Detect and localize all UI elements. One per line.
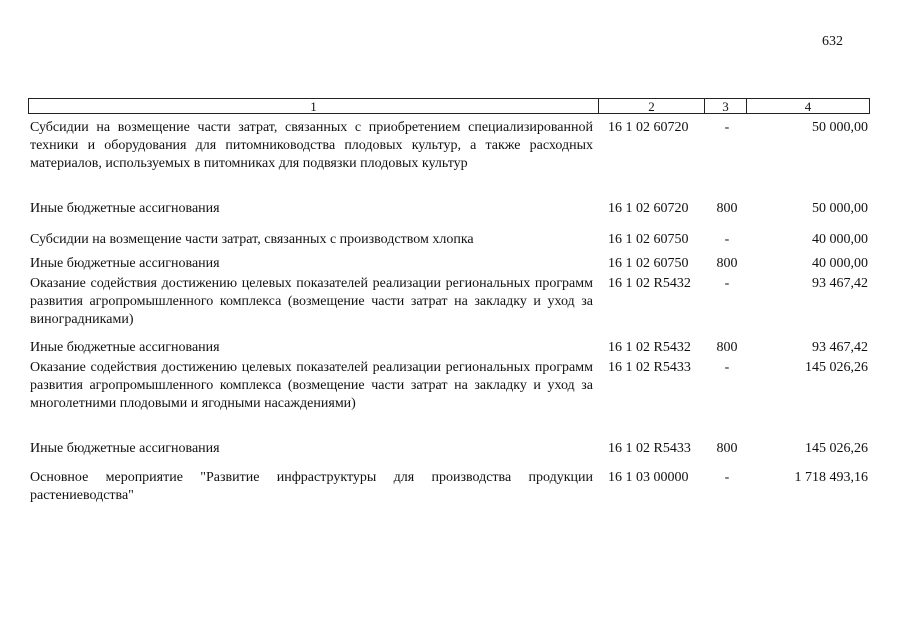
row-code: 16 1 02 R5433 (608, 360, 691, 375)
row-description: Иные бюджетные ассигнования (30, 340, 220, 355)
row-amount: 1 718 493,16 (794, 470, 868, 485)
row-code: 16 1 02 R5433 (608, 441, 691, 456)
row-code: 16 1 02 60720 (608, 201, 689, 216)
table-header (28, 98, 870, 114)
row-type: 800 (716, 201, 738, 216)
row-code: 16 1 02 R5432 (608, 340, 691, 355)
row-type: - (724, 360, 730, 375)
row-type: - (724, 276, 730, 291)
row-code: 16 1 03 00000 (608, 470, 689, 485)
row-description: Иные бюджетные ассигнования (30, 441, 220, 456)
row-description: Основное мероприятие "Развитие инфраструктуры для производства продукции растениеводства" (30, 470, 593, 503)
row-description: Оказание содействия достижению целевых показателей реализации региональных программ развития агропромышленного комплекса (возмещение части затрат на закладку и уход за виноградниками) (30, 276, 593, 327)
row-description: Субсидии на возмещение части затрат, связанных с приобретением специализированной техники и оборудования для питомниководства плодовых культур, а также расходных материалов, используемых в питомниках для подвязки плодовых культур (30, 120, 593, 171)
row-code: 16 1 02 60750 (608, 232, 689, 247)
row-description: Иные бюджетные ассигнования (30, 256, 220, 271)
row-amount: 40 000,00 (812, 232, 868, 247)
row-amount: 93 467,42 (812, 276, 868, 291)
row-amount: 145 026,26 (805, 360, 868, 375)
row-type: - (724, 470, 730, 485)
header-col-3: 3 (704, 99, 746, 113)
row-type: - (724, 120, 730, 135)
header-col-2: 2 (598, 99, 704, 113)
row-code: 16 1 02 60750 (608, 256, 689, 271)
row-amount: 50 000,00 (812, 201, 868, 216)
row-description: Субсидии на возмещение части затрат, связанных с производством хлопка (30, 232, 474, 247)
row-type: - (724, 232, 730, 247)
row-type: 800 (716, 340, 738, 355)
header-col-4: 4 (746, 99, 869, 113)
row-type: 800 (716, 441, 738, 456)
page-number: 632 (822, 34, 843, 49)
row-amount: 93 467,42 (812, 340, 868, 355)
row-code: 16 1 02 R5432 (608, 276, 691, 291)
row-code: 16 1 02 60720 (608, 120, 689, 135)
header-col-1: 1 (310, 99, 317, 114)
row-type: 800 (716, 256, 738, 271)
row-amount: 145 026,26 (805, 441, 868, 456)
row-amount: 40 000,00 (812, 256, 868, 271)
row-amount: 50 000,00 (812, 120, 868, 135)
row-description: Оказание содействия достижению целевых показателей реализации региональных программ развития агропромышленного комплекса (возмещение части затрат на закладку и уход за многолетними плодовыми и ягодными насаждениями) (30, 360, 593, 411)
row-description: Иные бюджетные ассигнования (30, 201, 220, 216)
